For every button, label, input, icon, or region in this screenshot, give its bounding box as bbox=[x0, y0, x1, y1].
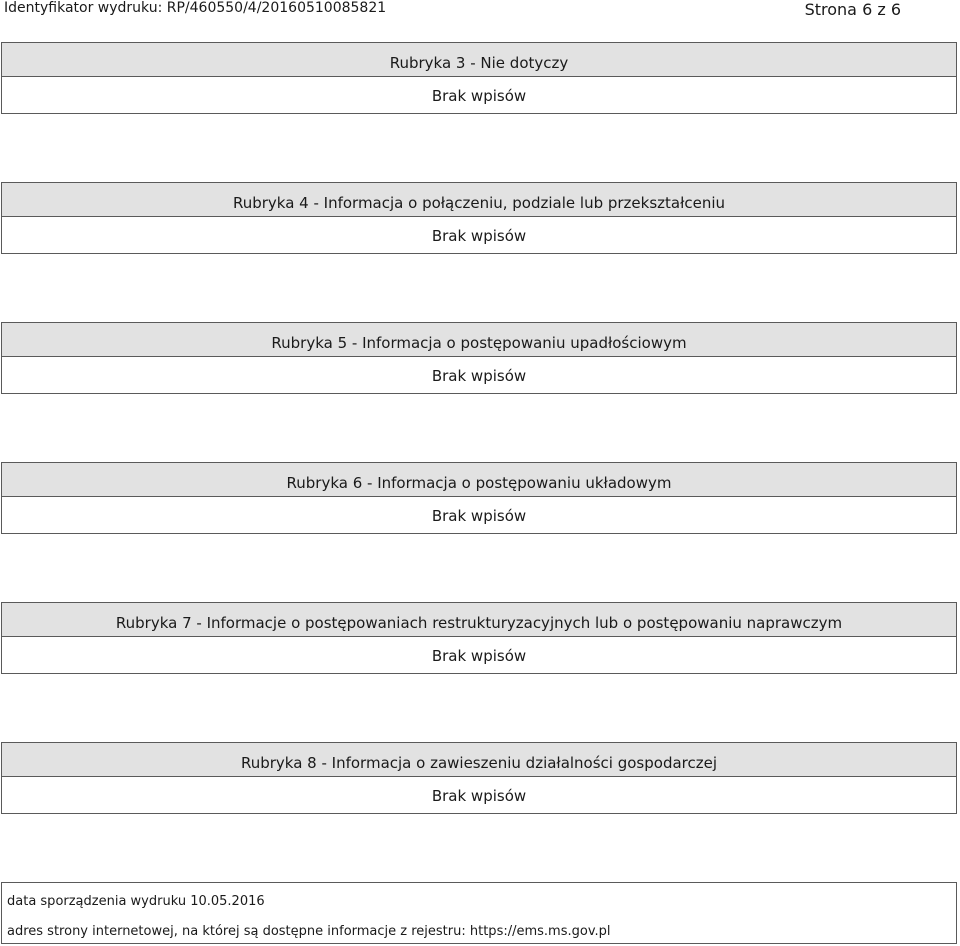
print-date: data sporządzenia wydruku 10.05.2016 bbox=[7, 894, 265, 909]
section-body: Brak wpisów bbox=[1, 496, 957, 534]
section-body: Brak wpisów bbox=[1, 636, 957, 674]
section-title: Rubryka 5 - Informacja o postępowaniu upadłościowym bbox=[1, 322, 957, 357]
page-number: Strona 6 z 6 bbox=[804, 0, 901, 19]
print-identifier: Identyfikator wydruku: RP/460550/4/20160510085821 bbox=[4, 0, 387, 16]
section-body: Brak wpisów bbox=[1, 356, 957, 394]
section-title: Rubryka 7 - Informacje o postępowaniach restrukturyzacyjnych lub o postępowaniu naprawczym bbox=[1, 602, 957, 637]
section-body: Brak wpisów bbox=[1, 216, 957, 254]
section-rubryka-7 bbox=[1, 602, 957, 674]
page-header bbox=[0, 0, 960, 18]
section-rubryka-8 bbox=[1, 742, 957, 814]
section-rubryka-5 bbox=[1, 322, 957, 394]
section-title: Rubryka 3 - Nie dotyczy bbox=[1, 42, 957, 77]
registry-website-note: adres strony internetowej, na której są dostępne informacje z rejestru: https://ems.ms.gov.pl bbox=[7, 924, 611, 939]
section-rubryka-6 bbox=[1, 462, 957, 534]
section-rubryka-3 bbox=[1, 42, 957, 114]
section-body: Brak wpisów bbox=[1, 776, 957, 814]
section-body: Brak wpisów bbox=[1, 76, 957, 114]
section-title: Rubryka 6 - Informacja o postępowaniu układowym bbox=[1, 462, 957, 497]
print-footer bbox=[1, 882, 957, 944]
section-rubryka-4 bbox=[1, 182, 957, 254]
section-title: Rubryka 4 - Informacja o połączeniu, podziale lub przekształceniu bbox=[1, 182, 957, 217]
section-title: Rubryka 8 - Informacja o zawieszeniu działalności gospodarczej bbox=[1, 742, 957, 777]
